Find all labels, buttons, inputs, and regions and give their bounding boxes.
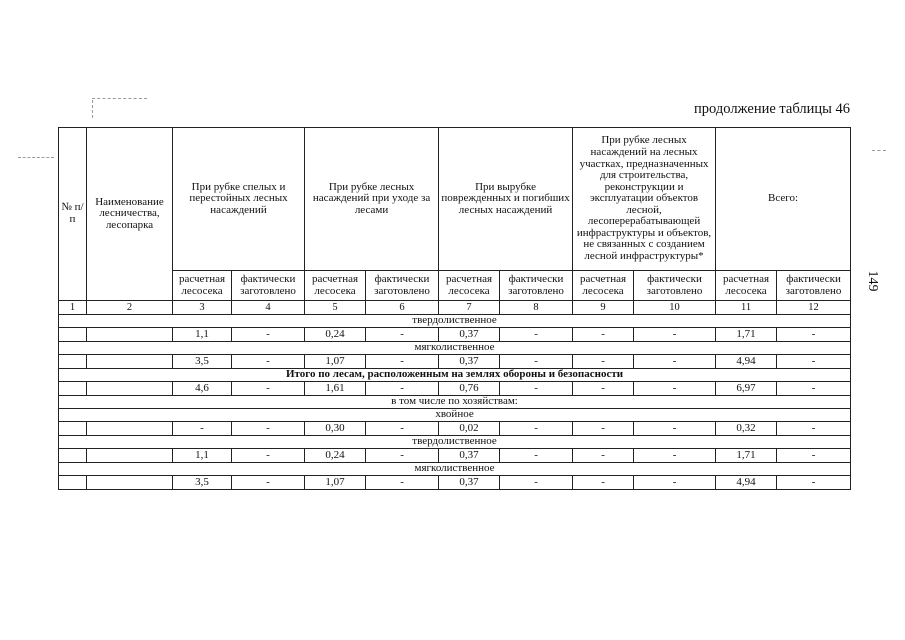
- table-cell: [59, 476, 87, 490]
- section-row: [59, 409, 851, 422]
- table-cell: -: [777, 355, 851, 369]
- column-number: 2: [87, 301, 173, 315]
- table-cell: 4,94: [716, 355, 777, 369]
- table-cell: 4,94: [716, 476, 777, 490]
- subheader-calc: расчетная лесосека: [439, 271, 500, 301]
- subheader-fact: фактически заготовлено: [634, 271, 716, 301]
- section-label: твердолиственное: [59, 315, 851, 328]
- table-cell: 1,07: [305, 355, 366, 369]
- table-cell: -: [634, 355, 716, 369]
- table-cell: -: [500, 382, 573, 396]
- section-row: [59, 342, 851, 355]
- subheader-calc: расчетная лесосека: [716, 271, 777, 301]
- table-cell: 3,5: [173, 476, 232, 490]
- table-cell: [59, 328, 87, 342]
- table-cell: -: [500, 328, 573, 342]
- table-cell: 0,24: [305, 328, 366, 342]
- header-group-care: При рубке лесных насаждений при уходе за лесами: [305, 128, 439, 271]
- table-cell: -: [573, 382, 634, 396]
- table-cell: -: [634, 328, 716, 342]
- table-row: [59, 355, 851, 369]
- table-row: [59, 328, 851, 342]
- header-group-mature: При рубке спелых и перестойных лесных насаждений: [173, 128, 305, 271]
- table-cell: -: [500, 449, 573, 463]
- table-cell: 0,37: [439, 328, 500, 342]
- table-cell: [87, 422, 173, 436]
- table-cell: -: [573, 476, 634, 490]
- table-row: [59, 422, 851, 436]
- table-cell: -: [232, 328, 305, 342]
- table-row: [59, 449, 851, 463]
- table-cell: [87, 476, 173, 490]
- page-number: 149: [865, 270, 880, 292]
- section-row: [59, 436, 851, 449]
- table-cell: -: [366, 382, 439, 396]
- scan-artifact: [872, 150, 886, 151]
- table-cell: 0,37: [439, 449, 500, 463]
- table-cell: 0,76: [439, 382, 500, 396]
- table-row: [59, 476, 851, 490]
- table-cell: 1,1: [173, 328, 232, 342]
- table-cell: 0,37: [439, 355, 500, 369]
- column-number: 12: [777, 301, 851, 315]
- table-cell: 1,71: [716, 449, 777, 463]
- table-cell: -: [777, 449, 851, 463]
- table-cell: -: [500, 476, 573, 490]
- column-number: 10: [634, 301, 716, 315]
- column-number: 3: [173, 301, 232, 315]
- table-cell: 0,02: [439, 422, 500, 436]
- table-cell: -: [777, 422, 851, 436]
- table-cell: -: [634, 449, 716, 463]
- column-number: 1: [59, 301, 87, 315]
- table-cell: -: [500, 355, 573, 369]
- scan-artifact: [92, 98, 147, 99]
- table-cell: [59, 355, 87, 369]
- section-label: в том числе по хозяйствам:: [59, 396, 851, 409]
- table-cell: -: [232, 476, 305, 490]
- scan-artifact: [18, 157, 54, 158]
- table-cell: -: [366, 328, 439, 342]
- table-body: [59, 315, 851, 490]
- table-cell: 1,07: [305, 476, 366, 490]
- table-cell: -: [366, 355, 439, 369]
- section-label: мягколиственное: [59, 463, 851, 476]
- table-cell: -: [634, 422, 716, 436]
- subheader-calc: расчетная лесосека: [305, 271, 366, 301]
- section-label: хвойное: [59, 409, 851, 422]
- table-cell: -: [366, 449, 439, 463]
- table-cell: 0,37: [439, 476, 500, 490]
- table-cell: -: [573, 422, 634, 436]
- header-name: Наименование лесничества, лесопарка: [87, 128, 173, 301]
- section-label: Итого по лесам, расположенным на землях обороны и безопасности: [59, 369, 851, 382]
- table-cell: -: [573, 328, 634, 342]
- section-label: твердолиственное: [59, 436, 851, 449]
- header-group-total: Всего:: [716, 128, 851, 271]
- table-cell: 0,30: [305, 422, 366, 436]
- table-cell: [59, 422, 87, 436]
- column-number: 11: [716, 301, 777, 315]
- table-cell: 6,97: [716, 382, 777, 396]
- table-cell: [87, 328, 173, 342]
- column-number: 6: [366, 301, 439, 315]
- column-number: 8: [500, 301, 573, 315]
- table-cell: 3,5: [173, 355, 232, 369]
- table-cell: 1,71: [716, 328, 777, 342]
- column-number: 7: [439, 301, 500, 315]
- table-cell: -: [232, 422, 305, 436]
- section-row: [59, 369, 851, 382]
- header-number: № п/п: [59, 128, 87, 301]
- table-cell: 1,1: [173, 449, 232, 463]
- table-cell: -: [777, 476, 851, 490]
- table-cell: 1,61: [305, 382, 366, 396]
- subheader-calc: расчетная лесосека: [573, 271, 634, 301]
- table-cell: -: [173, 422, 232, 436]
- table-cell: [87, 449, 173, 463]
- table-cell: -: [573, 355, 634, 369]
- column-number: 5: [305, 301, 366, 315]
- subheader-fact: фактически заготовлено: [777, 271, 851, 301]
- table-cell: 0,24: [305, 449, 366, 463]
- table-cell: [59, 382, 87, 396]
- forest-harvest-table: [58, 127, 851, 490]
- header-group-damaged: При вырубке поврежденных и погибших лесных насаждений: [439, 128, 573, 271]
- table-cell: [87, 355, 173, 369]
- table-caption: продолжение таблицы 46: [694, 101, 850, 117]
- header-group-infrastructure: При рубке лесных насаждений на лесных участках, предназначенных для строительства, реконструкции и эксплуатации объектов лесной, лесоперерабатывающей инфраструктуры и объектов, не связанных с созданием лесной инфраструктуры*: [573, 128, 716, 271]
- section-row: [59, 463, 851, 476]
- scan-artifact: [92, 100, 93, 118]
- subheader-fact: фактически заготовлено: [366, 271, 439, 301]
- table-cell: -: [232, 382, 305, 396]
- section-row: [59, 396, 851, 409]
- table-cell: -: [366, 422, 439, 436]
- section-row: [59, 315, 851, 328]
- table-cell: -: [777, 382, 851, 396]
- subheader-fact: фактически заготовлено: [232, 271, 305, 301]
- column-number-row: [59, 301, 851, 315]
- table-cell: -: [777, 328, 851, 342]
- table-cell: -: [634, 382, 716, 396]
- table-cell: 4,6: [173, 382, 232, 396]
- table-cell: -: [232, 355, 305, 369]
- table-cell: 0,32: [716, 422, 777, 436]
- subheader-fact: фактически заготовлено: [500, 271, 573, 301]
- subheader-calc: расчетная лесосека: [173, 271, 232, 301]
- table-cell: -: [634, 476, 716, 490]
- table-cell: -: [232, 449, 305, 463]
- table-cell: -: [500, 422, 573, 436]
- table-cell: [87, 382, 173, 396]
- table-cell: -: [366, 476, 439, 490]
- table-row: [59, 382, 851, 396]
- column-number: 9: [573, 301, 634, 315]
- section-label: мягколиственное: [59, 342, 851, 355]
- table-cell: [59, 449, 87, 463]
- table-cell: -: [573, 449, 634, 463]
- column-number: 4: [232, 301, 305, 315]
